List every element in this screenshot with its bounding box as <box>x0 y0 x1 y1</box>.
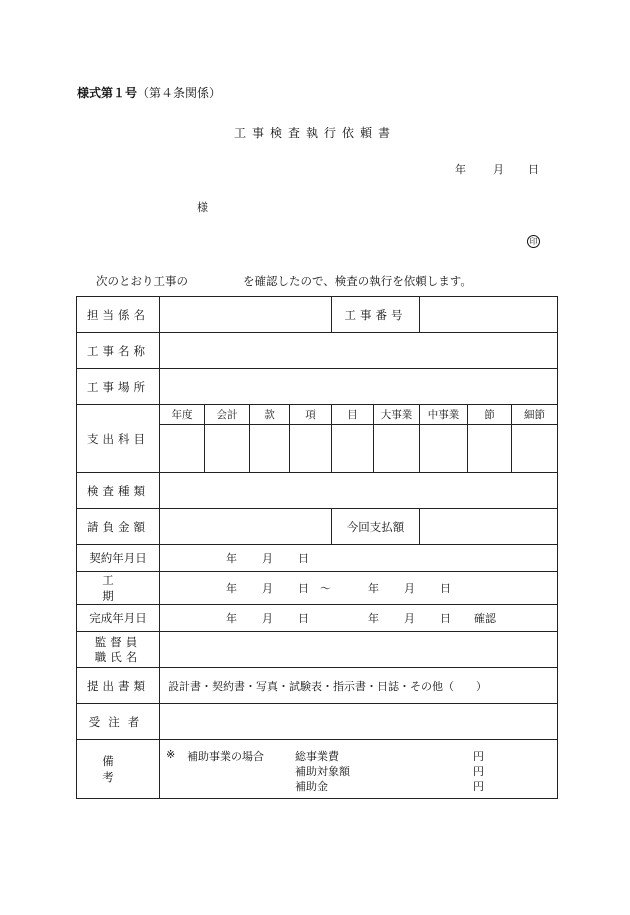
yen-subsidy: 円 <box>473 780 484 793</box>
label-kouji-bangou: 工事番号 <box>332 297 420 333</box>
keiyaku-month-unit: 月 <box>262 552 273 565</box>
field-kouki[interactable] <box>160 572 558 605</box>
kansei-day-unit: 日 <box>298 612 309 625</box>
subject-header-chuujigyou: 中事業 <box>420 405 468 425</box>
label-konkai-shiharai: 今回支払額 <box>332 509 420 545</box>
field-saisetsu[interactable] <box>512 425 558 473</box>
field-kansei-date[interactable] <box>160 605 558 632</box>
keiyaku-year-unit: 年 <box>226 552 237 565</box>
label-shishutsu: 支出科目 <box>77 405 160 473</box>
form-relation: （第４条関係） <box>137 86 222 100</box>
field-teishutsu[interactable]: 設計書・契約書・写真・試験表・指示書・日誌・その他（ ） <box>160 668 558 704</box>
kansei-month-unit: 月 <box>262 612 273 625</box>
row-kensa-shurui <box>77 473 558 509</box>
label-tantou: 担当係名 <box>77 297 160 333</box>
label-kouji-basho: 工事場所 <box>77 369 160 405</box>
kouki-start-day-unit: 日 <box>298 582 309 595</box>
row-kantoku <box>77 632 558 668</box>
row-ukeoi-kingaku <box>77 509 558 545</box>
keiyaku-day-unit: 日 <box>298 552 309 565</box>
field-moku[interactable] <box>332 425 374 473</box>
page-title: 工事検査執行依頼書 <box>233 126 396 140</box>
row-keiyaku-date <box>77 545 558 572</box>
kouki-start-year-unit: 年 <box>226 582 237 595</box>
intro-text-before: 次のとおり工事の <box>96 274 188 288</box>
subject-header-kaikei: 会計 <box>205 405 250 425</box>
row-tantou <box>77 297 558 333</box>
subject-header-kou: 項 <box>290 405 332 425</box>
subject-header-moku: 目 <box>332 405 374 425</box>
field-bikou[interactable] <box>160 740 558 799</box>
field-daijigyou[interactable] <box>374 425 420 473</box>
addressee-suffix: 様 <box>197 201 208 214</box>
kouki-start-month-unit: 月 <box>262 582 273 595</box>
form-number-label <box>77 84 221 101</box>
label-kantoku <box>77 632 160 668</box>
field-setsu[interactable] <box>468 425 512 473</box>
label-kouki: 工 期 <box>77 572 160 605</box>
field-kouji-meishou[interactable] <box>160 333 558 369</box>
kakunin-label: 確認 <box>474 612 496 625</box>
kouki-tilde: 〜 <box>320 582 331 595</box>
subject-header-nendo: 年度 <box>160 405 205 425</box>
note-item-total: 総事業費 <box>295 750 339 763</box>
row-kansei-date <box>77 605 558 632</box>
label-kouji-meishou: 工事名称 <box>77 333 160 369</box>
field-nendo[interactable] <box>160 425 205 473</box>
row-kouki <box>77 572 558 605</box>
field-kan[interactable] <box>250 425 290 473</box>
subject-header-saisetsu: 細節 <box>512 405 558 425</box>
yen-eligible: 円 <box>473 765 484 778</box>
seal-mark: 印 <box>527 235 540 248</box>
subject-header-setsu: 節 <box>468 405 512 425</box>
label-bikou: 備 考 <box>77 740 160 799</box>
inspection-request-table <box>76 296 558 799</box>
field-kensa-shurui[interactable] <box>160 473 558 509</box>
header-date-day: 日 <box>528 163 539 176</box>
row-kouji-meishou <box>77 333 558 369</box>
field-keiyaku-date[interactable] <box>160 545 558 572</box>
field-ukeoi-kingaku[interactable] <box>160 509 332 545</box>
label-kansei-date: 完成年月日 <box>77 605 160 632</box>
row-kouji-basho <box>77 369 558 405</box>
kansei-year-unit: 年 <box>226 612 237 625</box>
form-number: 様式第１号 <box>77 86 138 100</box>
kakunin-day-unit: 日 <box>440 612 451 625</box>
note-item-eligible: 補助対象額 <box>295 765 350 778</box>
kouki-end-year-unit: 年 <box>368 582 379 595</box>
row-bikou <box>77 740 558 799</box>
subject-header-kan: 款 <box>250 405 290 425</box>
kouki-end-month-unit: 月 <box>404 582 415 595</box>
note-mark: ※ <box>166 748 176 761</box>
subject-header-daijigyou: 大事業 <box>374 405 420 425</box>
yen-total: 円 <box>473 750 484 763</box>
label-kantoku-line2: 職氏名 <box>94 649 142 664</box>
field-konkai-shiharai[interactable] <box>420 509 558 545</box>
kakunin-month-unit: 月 <box>404 612 415 625</box>
kakunin-year-unit: 年 <box>368 612 379 625</box>
note-case: 補助事業の場合 <box>187 750 264 763</box>
kouki-end-day-unit: 日 <box>440 582 451 595</box>
label-keiyaku-date: 契約年月日 <box>77 545 160 572</box>
label-teishutsu: 提出書類 <box>77 668 160 704</box>
intro-text-after: を確認したので、検査の執行を依頼します。 <box>243 274 472 288</box>
row-shishutsu-headers <box>77 405 558 425</box>
field-kouji-bangou[interactable] <box>420 297 558 333</box>
field-juchusha[interactable] <box>160 704 558 740</box>
label-kantoku-line1: 監督員 <box>94 634 142 649</box>
field-kouji-basho[interactable] <box>160 369 558 405</box>
field-kantoku[interactable] <box>160 632 558 668</box>
note-item-subsidy: 補助金 <box>295 780 328 793</box>
field-kaikei[interactable] <box>205 425 250 473</box>
header-date-month: 月 <box>493 163 504 176</box>
header-date-year: 年 <box>455 163 466 176</box>
label-juchusha: 受注者 <box>77 704 160 740</box>
label-ukeoi-kingaku: 請負金額 <box>77 509 160 545</box>
row-teishutsu <box>77 668 558 704</box>
field-tantou[interactable] <box>160 297 332 333</box>
field-kou[interactable] <box>290 425 332 473</box>
label-kensa-shurui: 検査種類 <box>77 473 160 509</box>
row-juchusha <box>77 704 558 740</box>
field-chuujigyou[interactable] <box>420 425 468 473</box>
